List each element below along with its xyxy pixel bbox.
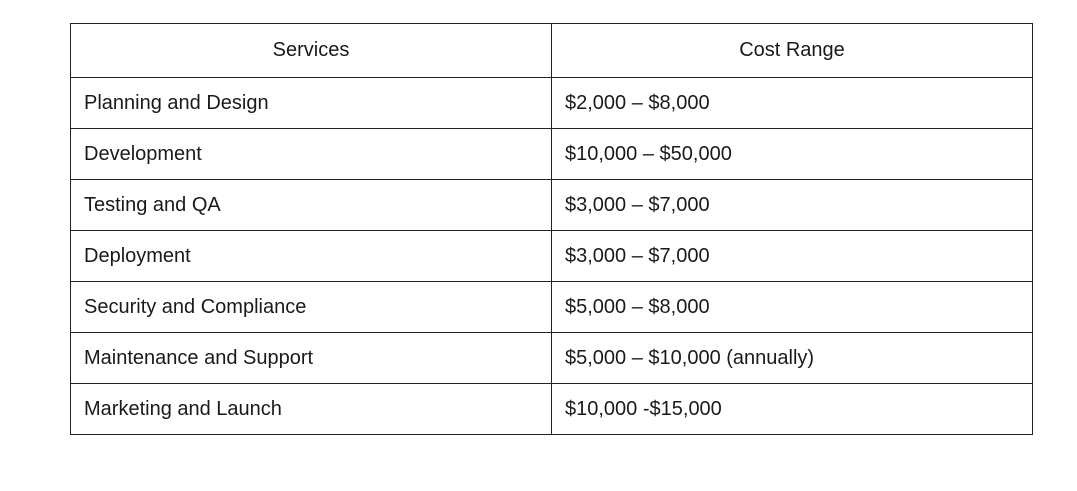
services-column-header: Services [71, 24, 552, 78]
cost-cell: $5,000 – $10,000 (annually) [552, 333, 1033, 384]
services-cost-table [70, 23, 1033, 435]
table-row [71, 384, 1033, 435]
service-cell: Maintenance and Support [71, 333, 552, 384]
service-cell: Marketing and Launch [71, 384, 552, 435]
table-row [71, 282, 1033, 333]
cost-cell: $2,000 – $8,000 [552, 78, 1033, 129]
table-body [71, 78, 1033, 435]
table-header [71, 24, 1033, 78]
cost-cell: $3,000 – $7,000 [552, 180, 1033, 231]
table-row [71, 180, 1033, 231]
cost-cell: $10,000 -$15,000 [552, 384, 1033, 435]
service-cell: Security and Compliance [71, 282, 552, 333]
table-row [71, 129, 1033, 180]
cost-range-column-header: Cost Range [552, 24, 1033, 78]
cost-cell: $5,000 – $8,000 [552, 282, 1033, 333]
header-row [71, 24, 1033, 78]
table-row [71, 333, 1033, 384]
service-cell: Planning and Design [71, 78, 552, 129]
service-cell: Deployment [71, 231, 552, 282]
cost-cell: $3,000 – $7,000 [552, 231, 1033, 282]
service-cell: Development [71, 129, 552, 180]
table-row [71, 231, 1033, 282]
service-cell: Testing and QA [71, 180, 552, 231]
cost-cell: $10,000 – $50,000 [552, 129, 1033, 180]
table-row [71, 78, 1033, 129]
